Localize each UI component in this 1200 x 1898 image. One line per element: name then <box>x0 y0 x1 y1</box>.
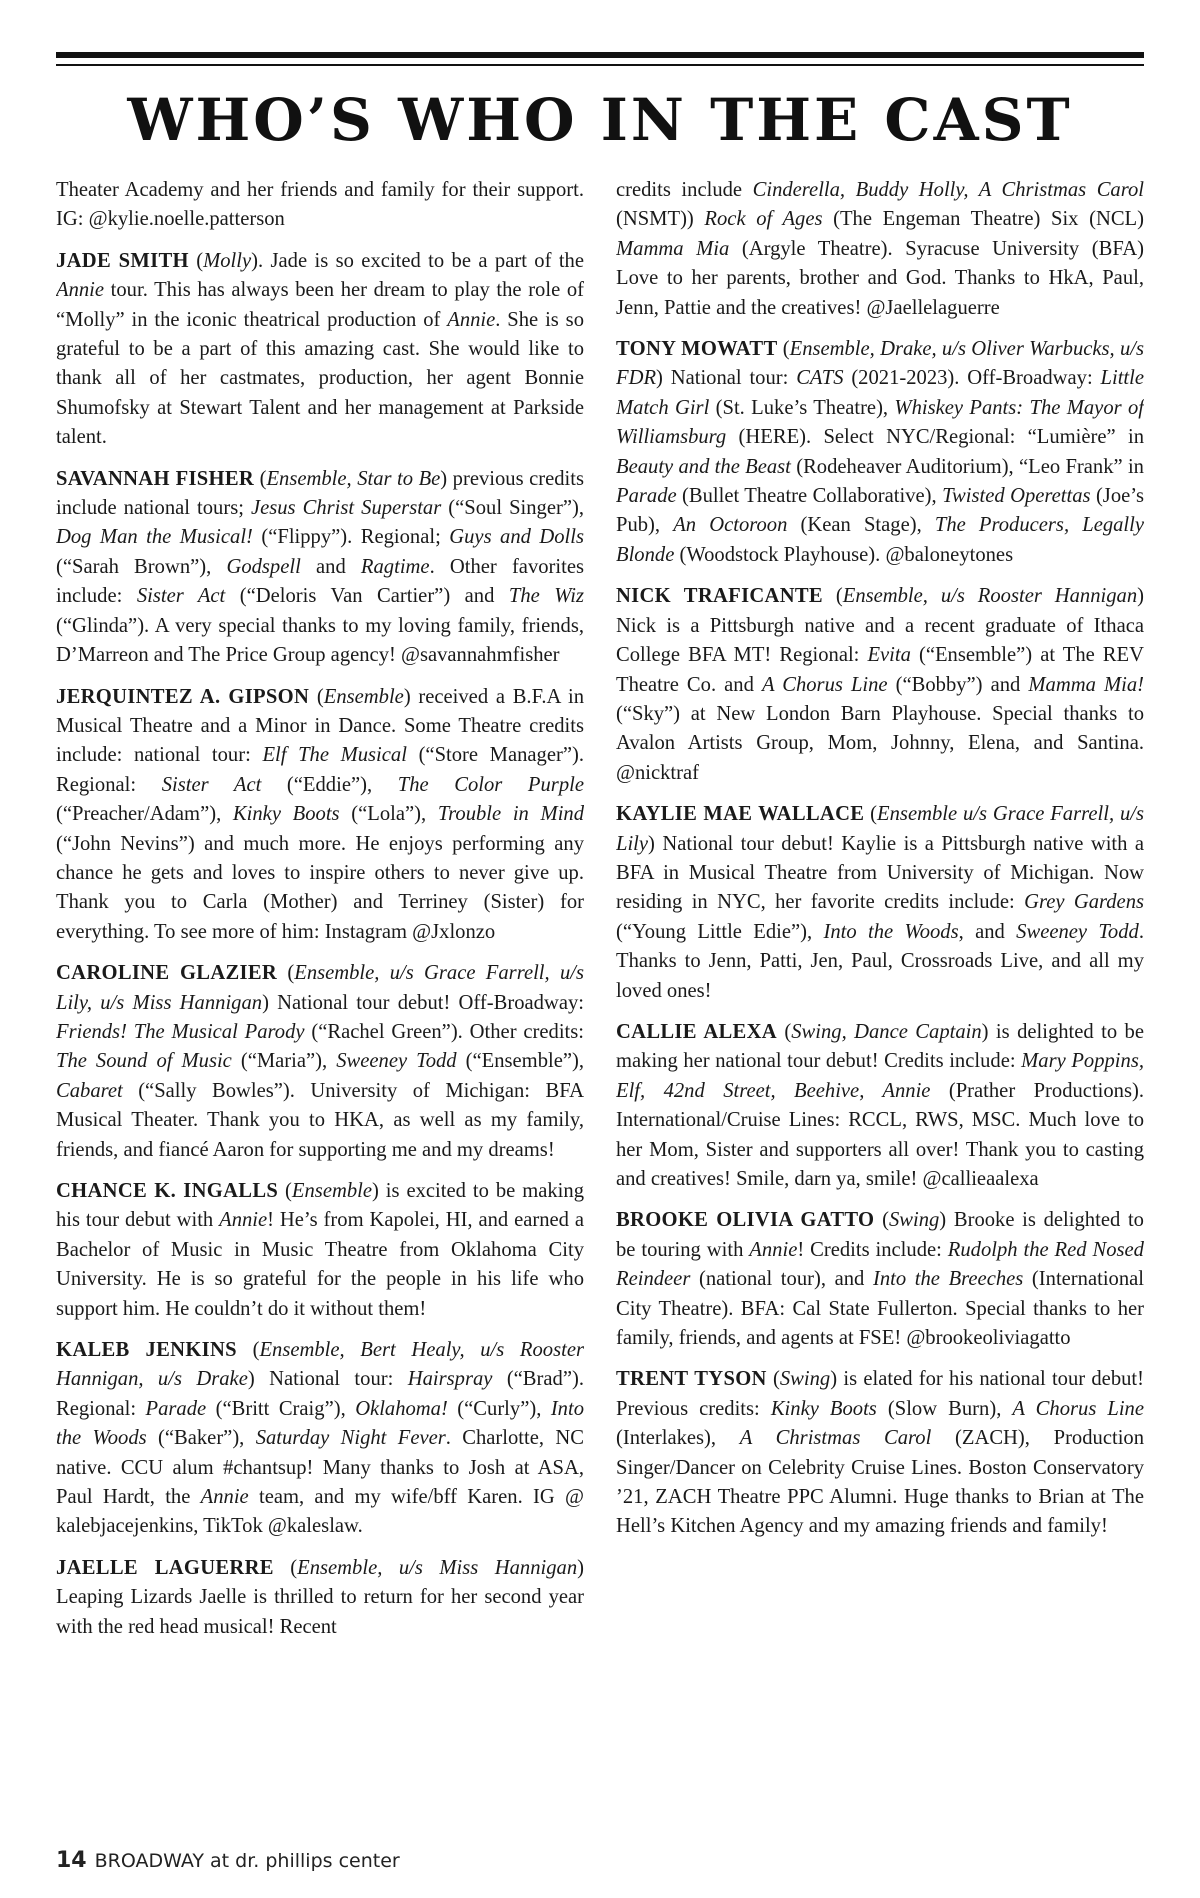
bio-kaleb-jenkins <box>56 1336 584 1542</box>
bio-text: . Charlotte, NC native. CCU alum #chantsup! Many thanks to Josh at ASA, Paul Hardt, the <box>56 1427 584 1509</box>
bio-text: (NSMT)) <box>616 208 705 231</box>
page-number: 14 <box>56 1848 87 1873</box>
bio-text: ) National tour debut! Kaylie is a Pittsburgh native with a BFA in Musical Theatre from University of Michigan. Now residing in NYC, her favorite credits include: <box>616 832 1144 914</box>
bio-text: (“Deloris Van Cartier”) and <box>225 585 509 608</box>
bio-text: (Rodeheaver Auditorium), “Leo Frank” in <box>790 455 1144 478</box>
italic-title: Molly <box>203 249 252 272</box>
italic-title: Guys and Dolls <box>449 526 584 549</box>
italic-title: The Color Purple <box>397 773 584 796</box>
italic-title: Ragtime <box>360 555 430 578</box>
bio-text: (ZACH), Production Singer/Dancer on Celebrity Cruise Lines. Boston Conservatory ’21, ZACH Theatre PPC Alumni. Huge thanks to Brian at The Hell’s Kitchen Agency and my amazing friends and family! <box>616 1427 1144 1538</box>
italic-title: Ensemble, u/s Grace Farrell, u/s Lily, u/s Miss Hannigan <box>56 962 584 1014</box>
italic-title: Grey Gardens <box>1024 891 1144 914</box>
italic-title: Dog Man the Musical! <box>56 526 253 549</box>
italic-title: Ensemble, Star to Be <box>266 467 441 490</box>
page-title: WHO’S WHO IN THE CAST <box>127 86 1073 154</box>
bio-jaelle-laguerre <box>56 1554 584 1642</box>
italic-title: Swing <box>888 1209 940 1232</box>
italic-title: Kinky Boots <box>232 803 340 826</box>
bio-text: ! Credits include: <box>797 1238 948 1261</box>
italic-title: An Octoroon <box>673 514 788 537</box>
italic-title: Trouble in Mind <box>437 803 584 826</box>
page-footer <box>56 1848 400 1873</box>
cast-name: BROOKE OLIVIA GATTO <box>616 1209 875 1232</box>
italic-title: Ensemble u/s Grace Farrell, u/s Lily <box>616 803 1144 855</box>
bio-text: ). Jade is so excited to be a part of the <box>251 249 584 272</box>
bio-text: ) is excited to be making his tour debut with <box>56 1180 584 1232</box>
italic-title: Mamma Mia <box>616 237 730 260</box>
italic-title: Ensemble <box>323 685 404 708</box>
bio-text: ( <box>278 1180 292 1202</box>
bio-text: ( <box>236 1339 260 1362</box>
bio-text: (“Curly”), <box>447 1397 551 1420</box>
italic-title: Swing <box>779 1368 831 1391</box>
bio-text: ( <box>188 249 204 272</box>
cast-name: JERQUINTEZ A. GIPSON <box>56 685 310 708</box>
bio-text: ( <box>822 585 843 608</box>
cast-name: TRENT TYSON <box>616 1368 767 1391</box>
cast-name: JAELLE LAGUERRE <box>56 1556 274 1579</box>
bio-text: (“Flippy”). Regional; <box>252 526 450 549</box>
bio-text: . Thanks to Jenn, Patti, Jen, Paul, Crossroads Live, and all my loved ones! <box>616 920 1144 1002</box>
bio-jaelle-cont <box>616 176 1144 323</box>
italic-title: The Wiz <box>508 585 584 608</box>
bio-text: ) is delighted to be making her national tour debut! Credits include: <box>616 1020 1144 1073</box>
bio-text: ) received a B.F.A in Musical Theatre and a Minor in Dance. Some Theatre credits include: national tour: <box>56 685 584 767</box>
bio-text: ) Brooke is delighted to be touring with <box>616 1209 1144 1261</box>
italic-title: Saturday Night Fever <box>255 1427 446 1450</box>
italic-title: Rudolph the Red Nosed Reindeer <box>616 1238 1144 1291</box>
bio-text: ) is elated for his national tour debut! Previous credits: <box>616 1368 1144 1420</box>
bio-text: (International City Theatre). BFA: Cal State Fullerton. Special thanks to her family, friends, and agents at FSE! @brookeoliviagatto <box>616 1268 1144 1350</box>
bio-text: (“Sky”) at New London Barn Playhouse. Special thanks to Avalon Artists Group, Mom, Johnny, Elena, and Santina. @nicktraf <box>616 702 1144 784</box>
italic-title: Ensemble, u/s Rooster Hannigan <box>842 585 1138 608</box>
bio-caroline-glazier <box>56 959 584 1165</box>
italic-title: Sweeney Todd <box>336 1050 457 1073</box>
left-column <box>56 176 584 1806</box>
italic-title: The Producers, Legally Blonde <box>616 514 1144 566</box>
bio-tony-mowatt <box>616 335 1144 570</box>
bio-text: credits include <box>616 179 753 201</box>
publication-name: BROADWAY at dr. phillips center <box>94 1850 400 1872</box>
italic-title: The Sound of Music <box>56 1050 232 1073</box>
bio-text: (“Glinda”). A very special thanks to my loving family, friends, D’Marreon and The Price Group agency! @savannahmfisher <box>56 614 584 667</box>
bio-text: ) National tour: <box>247 1368 408 1391</box>
italic-title: Annie <box>447 308 496 331</box>
bio-text: ( <box>874 1209 889 1232</box>
italic-title: A Chorus Line <box>761 673 888 696</box>
italic-title: Sister Act <box>136 585 226 608</box>
italic-title: Ensemble, u/s Miss Hannigan <box>297 1556 578 1579</box>
bio-kaylie-wallace <box>616 800 1144 1006</box>
bio-text: (“Young Little Edie”), <box>616 920 824 943</box>
top-rule-thin <box>56 64 1144 66</box>
bio-jade-smith <box>56 247 584 453</box>
bio-text: (“Britt Craig”), <box>206 1397 356 1420</box>
italic-title: Annie <box>200 1486 249 1509</box>
bio-text: ( <box>277 962 295 985</box>
italic-title: Godspell <box>226 555 301 578</box>
italic-title: Into the Woods <box>823 920 959 943</box>
italic-title: Jesus Christ Superstar <box>250 497 442 520</box>
bio-chance-ingalls <box>56 1177 584 1324</box>
bio-brooke-gatto <box>616 1206 1144 1353</box>
bio-text: (“Store Manager”). Regional: <box>56 744 584 796</box>
italic-title: Whiskey Pants: The Mayor of Williamsburg <box>616 396 1144 449</box>
bio-text: (“Bobby”) and <box>887 673 1029 696</box>
italic-title: Mamma Mia! <box>1028 673 1144 696</box>
italic-title: Swing, Dance Captain <box>791 1020 982 1043</box>
cast-name: NICK TRAFICANTE <box>616 585 823 608</box>
bio-text: ) Nick is a Pittsburgh native and a recent graduate of Ithaca College BFA MT! Regional: <box>616 585 1144 667</box>
italic-title: Parade <box>616 485 677 508</box>
italic-title: Sister Act <box>161 773 262 796</box>
italic-title: Evita <box>867 644 911 667</box>
bio-text: (“Maria”), <box>231 1050 337 1073</box>
bio-text: (The Engeman Theatre) Six (NCL) <box>822 208 1144 231</box>
cast-name: CAROLINE GLAZIER <box>56 962 278 985</box>
bio-jerquintez-gipson <box>56 683 584 948</box>
italic-title: Hairspray <box>407 1368 493 1391</box>
bio-text: ( <box>777 338 790 361</box>
bio-text: ) National tour debut! Off-Broadway: <box>262 991 584 1014</box>
cast-name: KAYLIE MAE WALLACE <box>616 803 865 826</box>
italic-title: Oklahoma! <box>355 1397 448 1420</box>
bio-text: (Slow Burn), <box>876 1397 1013 1420</box>
bio-text: (Prather Productions). International/Cruise Lines: RCCL, RWS, MSC. Much love to her Mom, Sister and supporters all over! Thank you to casting and creatives! Smile, darn ya, smile! @callieaalexa <box>616 1079 1144 1190</box>
bio-text: (“John Nevins”) and much more. He enjoys performing any chance he gets and loves to inspire others to never give up. Thank you to Carla (Mother) and Terriney (Sister) for everything. To see more of him: Instagram @Jxlonzo <box>56 832 584 943</box>
bio-text: (“Sarah Brown”), <box>56 555 227 578</box>
bio-text: . She is so grateful to be a part of this amazing cast. She would like to thank all of her castmates, production, her agent Bonnie Shumofsky at Stewart Talent and her management at Parkside talent. <box>56 308 584 449</box>
bio-text: . Other favorites include: <box>56 555 584 608</box>
italic-title: Kinky Boots <box>770 1397 877 1420</box>
italic-title: Cinderella, Buddy Holly, A Christmas Carol <box>752 179 1144 201</box>
bio-text: ! He’s from Kapolei, HI, and earned a Bachelor of Music in Music Theatre from Oklahoma City University. He is so grateful for the people in his life who support him. He couldn’t do it without them! <box>56 1209 584 1320</box>
cast-name: SAVANNAH FISHER <box>56 467 255 490</box>
italic-title: A Chorus Line <box>1012 1397 1144 1420</box>
cast-name: TONY MOWATT <box>616 338 778 361</box>
italic-title: Annie <box>219 1209 268 1232</box>
bio-text: ( <box>254 467 267 490</box>
bio-text: team, and my wife/bff Karen. IG @ kalebjacejenkins, TikTok @kaleslaw. <box>56 1486 584 1538</box>
bio-text: (“Sally Bowles”). University of Michigan: BFA Musical Theater. Thank you to HKA, as well as my family, friends, and fiancé Aaron for supporting me and my dreams! <box>56 1079 584 1161</box>
bio-text: and <box>300 555 361 578</box>
italic-title: Parade <box>145 1397 207 1420</box>
bio-text: ) Leaping Lizards Jaelle is thrilled to return for her second year with the red head musical! Recent <box>56 1556 584 1638</box>
bio-text: (“Baker”), <box>146 1427 256 1450</box>
bio-text: (national tour), and <box>690 1268 873 1291</box>
bio-text: ( <box>864 803 878 826</box>
italic-title: Little Match Girl <box>616 367 1144 419</box>
top-rule-thick <box>56 52 1144 58</box>
bio-text: ( <box>776 1020 792 1043</box>
bio-kylie-cont <box>56 176 584 235</box>
italic-title: Sweeney Todd <box>1016 920 1139 943</box>
bio-text: (Joe’s Pub), <box>616 485 1144 537</box>
cast-name: CHANCE K. INGALLS <box>56 1180 279 1202</box>
bio-text: (St. Luke’s Theatre), <box>709 396 895 419</box>
bio-savannah-fisher <box>56 465 584 671</box>
italic-title: Beauty and the Beast <box>616 455 791 478</box>
italic-title: Friends! The Musical Parody <box>56 1020 305 1043</box>
italic-title: Ensemble, Bert Healy, u/s Rooster Hannigan, u/s Drake <box>56 1339 584 1391</box>
bio-text: (“Ensemble”) at The REV Theatre Co. and <box>616 644 1144 696</box>
cast-name: KALEB JENKINS <box>56 1339 237 1362</box>
italic-title: Annie <box>56 279 105 302</box>
bio-callie-alexa <box>616 1018 1144 1194</box>
bio-trent-tyson <box>616 1365 1144 1541</box>
bio-text: (HERE). Select NYC/Regional: “Lumière” in <box>726 426 1144 449</box>
bio-text: (Kean Stage), <box>787 514 935 537</box>
bio-text: ( <box>273 1556 298 1579</box>
italic-title: Cabaret <box>56 1079 123 1102</box>
bio-text: (“Preacher/Adam”), <box>56 803 233 826</box>
bio-text: (“Eddie”), <box>261 773 398 796</box>
italic-title: CATS <box>796 367 844 390</box>
bio-text: (Argyle Theatre). Syracuse University (BFA) Love to her parents, brother and God. Thanks to HkA, Paul, Jenn, Pattie and the creatives! @Jaellelaguerre <box>616 237 1144 319</box>
bio-text: (“Brad”). Regional: <box>56 1368 584 1420</box>
bio-text: (“Rachel Green”). Other credits: <box>304 1020 584 1043</box>
bio-text: (Interlakes), <box>616 1427 740 1450</box>
italic-title: Annie <box>749 1238 798 1261</box>
bio-text: ( <box>766 1368 780 1391</box>
bio-text: Theater Academy and her friends and family for their support. IG: @kylie.noelle.patterson <box>56 179 584 231</box>
italic-title: Mary Poppins, Elf, 42nd Street, Beehive, Annie <box>616 1050 1144 1102</box>
bio-columns <box>56 176 1144 1806</box>
bio-text: , and <box>958 920 1017 943</box>
italic-title: Ensemble, Drake, u/s Oliver Warbucks, u/s FDR <box>616 338 1144 390</box>
italic-title: Rock of Ages <box>704 208 823 231</box>
bio-text: (“Ensemble”), <box>456 1050 584 1073</box>
bio-text: tour. This has always been her dream to play the role of “Molly” in the iconic theatrical production of <box>56 279 584 331</box>
cast-name: JADE SMITH <box>56 249 189 272</box>
bio-text: (2021-2023). Off-Broadway: <box>843 367 1101 390</box>
italic-title: Twisted Operettas <box>942 485 1091 508</box>
italic-title: Ensemble <box>291 1180 372 1202</box>
bio-text: (Bullet Theatre Collaborative), <box>676 485 943 508</box>
right-column <box>616 176 1144 1806</box>
bio-text: (“Soul Singer”), <box>441 497 584 520</box>
bio-text: ) National tour: <box>656 367 797 390</box>
cast-name: CALLIE ALEXA <box>616 1020 777 1043</box>
italic-title: Into the Breeches <box>872 1268 1024 1291</box>
bio-text: ) previous credits include national tours; <box>56 467 584 520</box>
italic-title: A Christmas Carol <box>739 1427 932 1450</box>
bio-nick-traficante <box>616 582 1144 788</box>
italic-title: Elf The Musical <box>262 744 407 767</box>
bio-text: ( <box>309 685 324 708</box>
italic-title: Into the Woods <box>56 1397 584 1450</box>
bio-text: (Woodstock Playhouse). @baloneytones <box>674 543 1014 566</box>
bio-text: (“Lola”), <box>339 803 438 826</box>
